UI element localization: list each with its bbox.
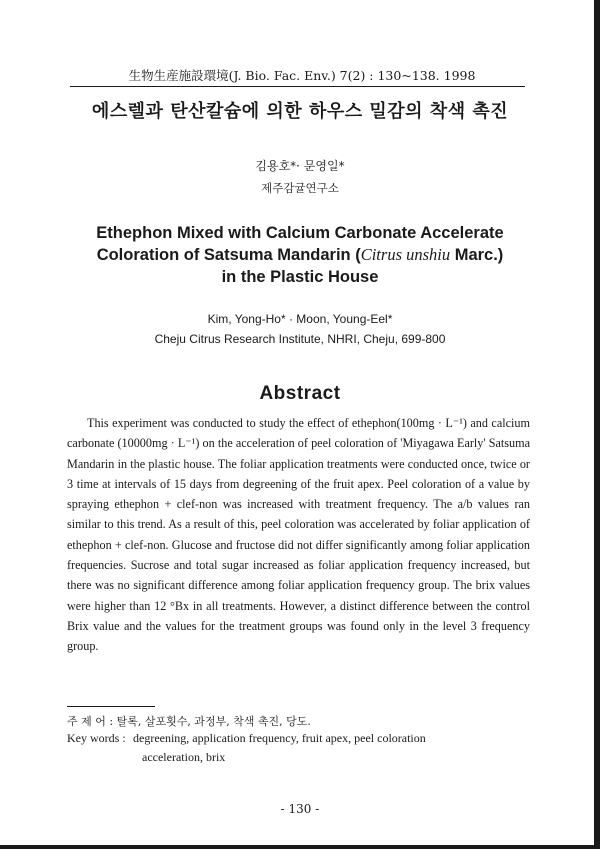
header-rule (70, 86, 525, 87)
journal-header: 生物生産施設環境(J. Bio. Fac. Env.) 7(2) : 130~138. 1998 (128, 68, 476, 83)
keywords-line-1: degreening, application frequency, fruit apex, peel coloration (133, 731, 426, 745)
page-border-right (594, 0, 600, 849)
footnote-rule (67, 706, 155, 707)
english-authors: Kim, Yong-Ho* · Moon, Young-Eel* (207, 312, 393, 326)
english-keywords (67, 729, 537, 767)
korean-authors: 김용호*· 문영일* (255, 159, 345, 173)
english-title-line-2 (0, 244, 600, 266)
keywords-line-2: acceleration, brix (142, 750, 226, 764)
keywords-label: Key words : (67, 731, 126, 745)
english-title-line-2-post: Marc.) (450, 246, 504, 264)
english-affiliation: Cheju Citrus Research Institute, NHRI, Cheju, 699-800 (154, 332, 446, 346)
abstract-heading: Abstract (259, 383, 341, 404)
korean-title: 에스렐과 탄산칼슘에 의한 하우스 밀감의 착색 촉진 (91, 101, 509, 122)
abstract-text: This experiment was conducted to study the effect of ethephon(100mg · L⁻¹) and calcium carbonate (10000mg · L⁻¹) on the acceleration of peel coloration of 'Miyagawa Early' Satsuma Mandarin in the plastic house. The foliar application treatments were conducted once, twice or 3 time at intervals of 15 days from degreening of the fruit apex. Peel coloration of a value by spraying ethephon + clef-non was increased with treatment frequency. The a/b values ran similar to this trend. As a result of this, peel coloration was accelerated by foliar application of ethephon + clef-non. Glucose and fructose did not differ significantly among foliar application frequencies. Sucrose and total sugar increased as foliar application frequency increased, but there was no significant difference among foliar application frequency group. The brix values were higher than 12 °Bx in all treatments. However, a distinct difference between the control Brix value and the values for the treatment groups was found only in the level 3 frequency group. (67, 416, 530, 654)
scientific-name: Citrus unshiu (360, 245, 451, 264)
korean-keywords: 주 제 어 : 탈록, 살포횟수, 과정부, 착색 촉진, 당도. (67, 715, 311, 728)
korean-affiliation: 제주감귤연구소 (261, 181, 339, 195)
english-title-line-3: in the Plastic House (221, 268, 379, 286)
english-author-block (0, 309, 600, 349)
page-border-bottom (0, 845, 600, 849)
page-number: - 130 - (280, 802, 320, 816)
english-title-line-2-pre: Coloration of Satsuma Mandarin ( (96, 246, 361, 264)
abstract-body (67, 413, 530, 657)
english-title (0, 222, 600, 288)
english-title-line-1: Ethephon Mixed with Calcium Carbonate Accelerate (96, 224, 504, 242)
